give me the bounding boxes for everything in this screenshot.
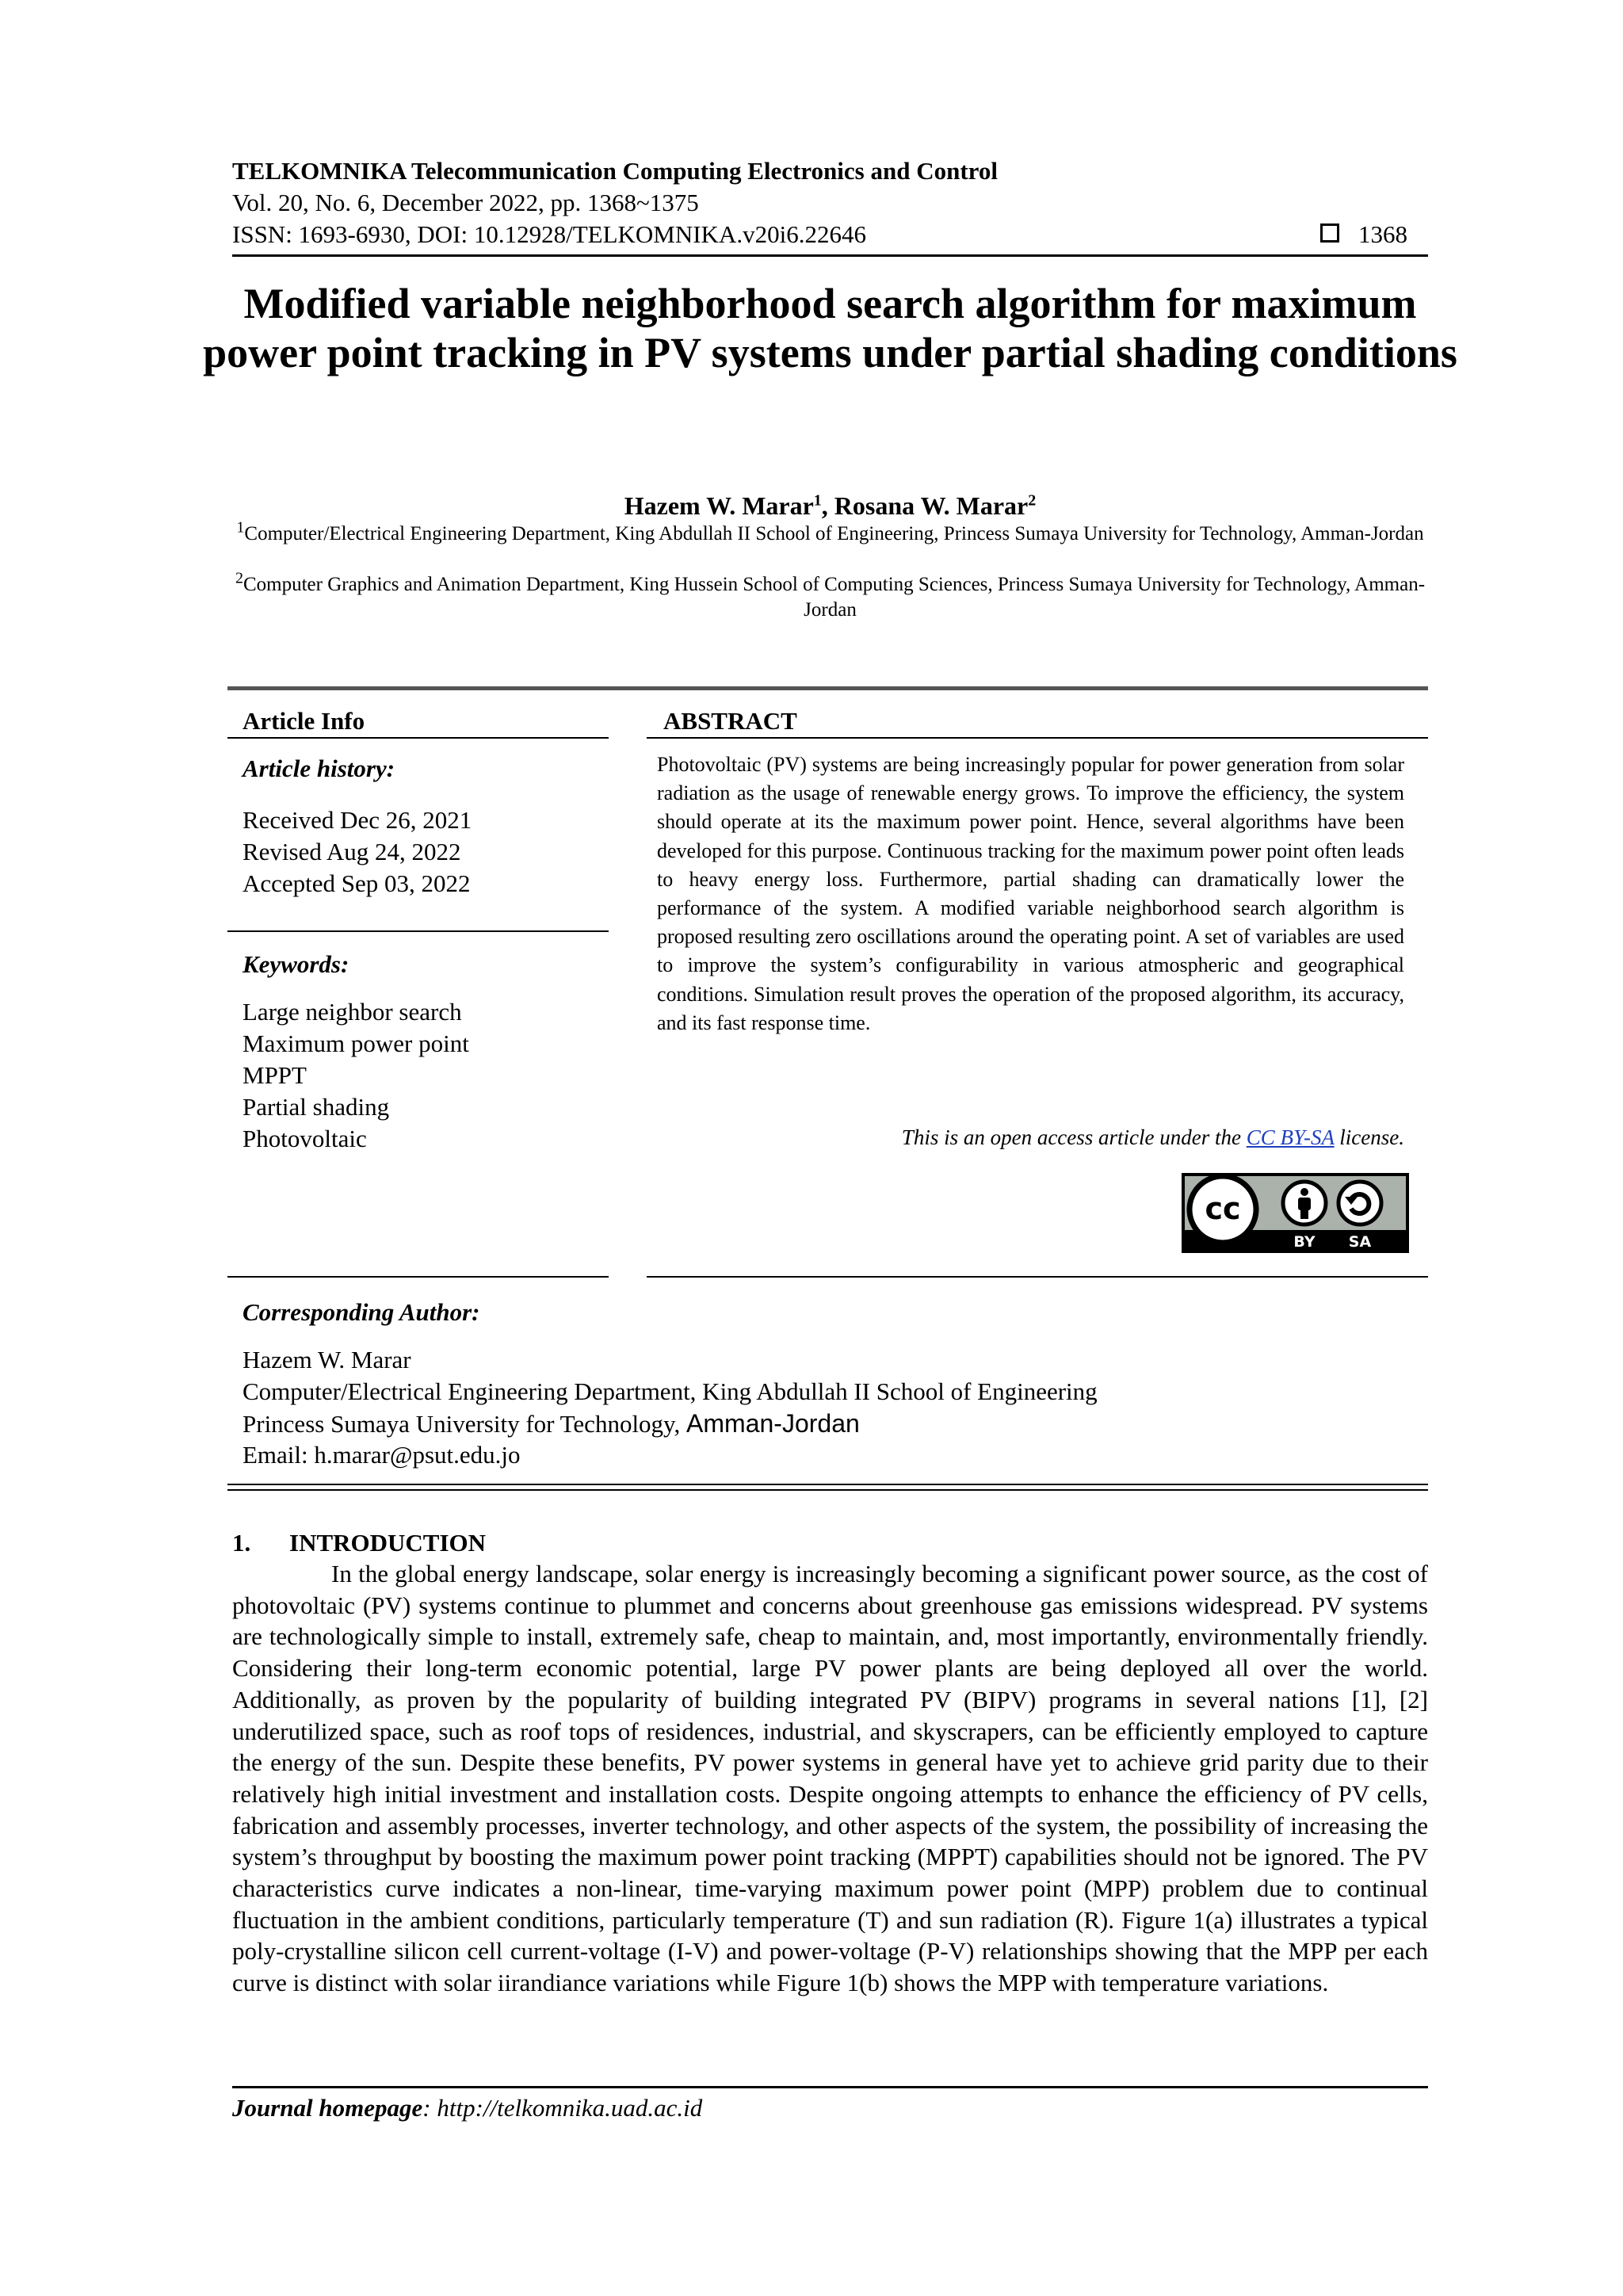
section-number: 1.	[232, 1529, 251, 1557]
author-separator: ,	[821, 491, 834, 520]
journal-name: TELKOMNIKA Telecommunication Computing Electronics and Control	[232, 157, 998, 185]
section-title: INTRODUCTION	[289, 1529, 487, 1557]
affiliation	[232, 518, 1428, 547]
author-name: Rosana W. Marar	[834, 491, 1029, 520]
university-name: Princess Sumaya University for Technology,	[242, 1410, 687, 1438]
corresponding-author-university	[242, 1408, 860, 1440]
keyword: MPPT	[242, 1061, 307, 1089]
affiliation-sup: 2	[235, 569, 243, 587]
corresponding-author-department: Computer/Electrical Engineering Department, King Abdullah II School of Engineering	[242, 1377, 1098, 1405]
keywords-rule	[227, 930, 609, 932]
introduction-paragraph: In the global energy landscape, solar energy is increasingly becoming a significant power source, as the cost of photovoltaic (PV) systems continue to plummet and concerns about greenhouse gas emissions widespread. PV systems are technologically simple to install, extremely safe, cheap to maintain, and, most importantly, environmentally friendly. Considering their long-term economic potential, large PV power plants are being deployed all over the world. Additionally, as proven by the popularity of building integrated PV (BIPV) programs in several nations [1], [2] underutilized space, such as roof tops of residences, industrial, and skyscrapers, can be efficiently employed to capture the energy of the sun. Despite these benefits, PV power systems in general have yet to achieve grid parity due to their relatively high initial investment and installation costs. Despite ongoing attempts to enhance the efficiency of PV cells, fabrication and assembly processes, inverter technology, and other aspects of the system, the possibility of increasing the system’s throughput by boosting the maximum power point tracking (MPPT) capabilities should not be ignored. The PV characteristics curve indicates a non-linear, time-varying maximum power point (MPP) problem due to continual fluctuation in the ambient conditions, particularly temperature (T) and sun radiation (R). Figure 1(a) illustrates a typical poly-crystalline silicon cell current-voltage (I-V) and power-voltage (P-V) relationships showing that the MPP per each curve is distinct with solar iirandiance variations while Figure 1(b) shows the MPP with temperature variations.	[232, 1560, 1428, 1997]
received-date: Received Dec 26, 2021	[242, 806, 472, 834]
author-list	[232, 490, 1428, 521]
corresponding-author-email[interactable]: Email: h.marar@psut.edu.jo	[242, 1441, 521, 1469]
cc-icon	[1190, 1176, 1256, 1243]
open-access-suffix: license.	[1334, 1125, 1404, 1149]
abstract-heading: ABSTRACT	[663, 707, 797, 735]
page-marker-box-icon	[1320, 223, 1339, 243]
journal-homepage-link[interactable]: http://telkomnika.uad.ac.id	[437, 2094, 703, 2122]
affiliation-text: Computer/Electrical Engineering Department, King Abdullah II School of Engineering, Princess Sumaya University for Technology, Amman-Jordan	[244, 523, 1424, 544]
info-top-rule	[227, 686, 1428, 690]
author-name: Hazem W. Marar	[624, 491, 814, 520]
article-info-heading: Article Info	[242, 707, 365, 735]
footer-rule	[232, 2086, 1428, 2088]
author-affiliation-sup: 1	[813, 491, 822, 510]
accepted-date: Accepted Sep 03, 2022	[242, 869, 471, 897]
corresponding-author-heading: Corresponding Author:	[242, 1298, 480, 1326]
corresponding-rule-1	[227, 1484, 1428, 1485]
keyword: Photovoltaic	[242, 1125, 367, 1152]
header-rule	[232, 254, 1428, 257]
abstract-rule	[647, 737, 1428, 739]
license-link[interactable]: CC BY-SA	[1246, 1125, 1335, 1149]
keywords-heading: Keywords:	[242, 950, 349, 978]
keyword: Maximum power point	[242, 1030, 469, 1057]
journal-issn-doi: ISSN: 1693-6930, DOI: 10.12928/TELKOMNIKA.v20i6.22646	[232, 220, 866, 248]
affiliation-text: Computer Graphics and Animation Department, King Hussein School of Computing Sciences, Princess Sumaya University for Technology, Amman-Jordan	[242, 574, 1426, 621]
university-location: Amman-Jordan	[686, 1409, 860, 1438]
badge-sa-label: SA	[1348, 1233, 1372, 1251]
open-access-statement	[657, 1123, 1404, 1152]
keyword: Partial shading	[242, 1093, 390, 1121]
open-access-prefix: This is an open access article under the	[901, 1125, 1247, 1149]
corresponding-author-name: Hazem W. Marar	[242, 1346, 411, 1373]
svg-text:cc: cc	[1205, 1191, 1241, 1226]
journal-homepage-footer	[232, 2092, 702, 2124]
badge-by-label: BY	[1293, 1233, 1316, 1251]
corresponding-rule-2	[227, 1489, 1428, 1491]
article-history-heading: Article history:	[242, 755, 395, 782]
cc-by-sa-badge[interactable]	[1182, 1173, 1409, 1253]
abstract-text: Photovoltaic (PV) systems are being increasingly popular for power generation from solar radiation as the usage of renewable energy grows. To improve the efficiency, the system should operate at its the maximum power point. Hence, several algorithms have been developed for this purpose. Continuous tracking for the maximum power point often leads to heavy energy loss. Furthermore, partial shading can dramatically lower the performance of the system. A modified variable neighborhood search algorithm is proposed resulting zero oscillations around the operating point. A set of variables are used to improve the system’s configurability in various atmospheric and geographical conditions. Simulation result proves the operation of the proposed algorithm, its accuracy, and its fast response time.	[657, 753, 1404, 1034]
article-info-bottom-rule	[227, 1276, 609, 1278]
journal-volume: Vol. 20, No. 6, December 2022, pp. 1368~1375	[232, 189, 699, 216]
page-number: 1368	[1358, 220, 1407, 248]
by-attribution-icon	[1283, 1182, 1326, 1224]
sa-share-alike-icon	[1338, 1182, 1381, 1224]
section-heading-introduction	[232, 1527, 486, 1559]
abstract-bottom-rule	[647, 1276, 1428, 1278]
article-info-rule	[227, 737, 609, 739]
footer-label: Journal homepage	[232, 2094, 423, 2122]
keyword: Large neighbor search	[242, 998, 462, 1026]
author-affiliation-sup: 2	[1028, 491, 1037, 510]
affiliation	[232, 569, 1428, 623]
revised-date: Revised Aug 24, 2022	[242, 838, 461, 865]
footer-separator: :	[422, 2094, 437, 2122]
affiliation-sup: 1	[236, 518, 245, 537]
paper-title: Modified variable neighborhood search algorithm for maximum power point tracking in PV systems under partial shading conditions	[203, 280, 1457, 376]
